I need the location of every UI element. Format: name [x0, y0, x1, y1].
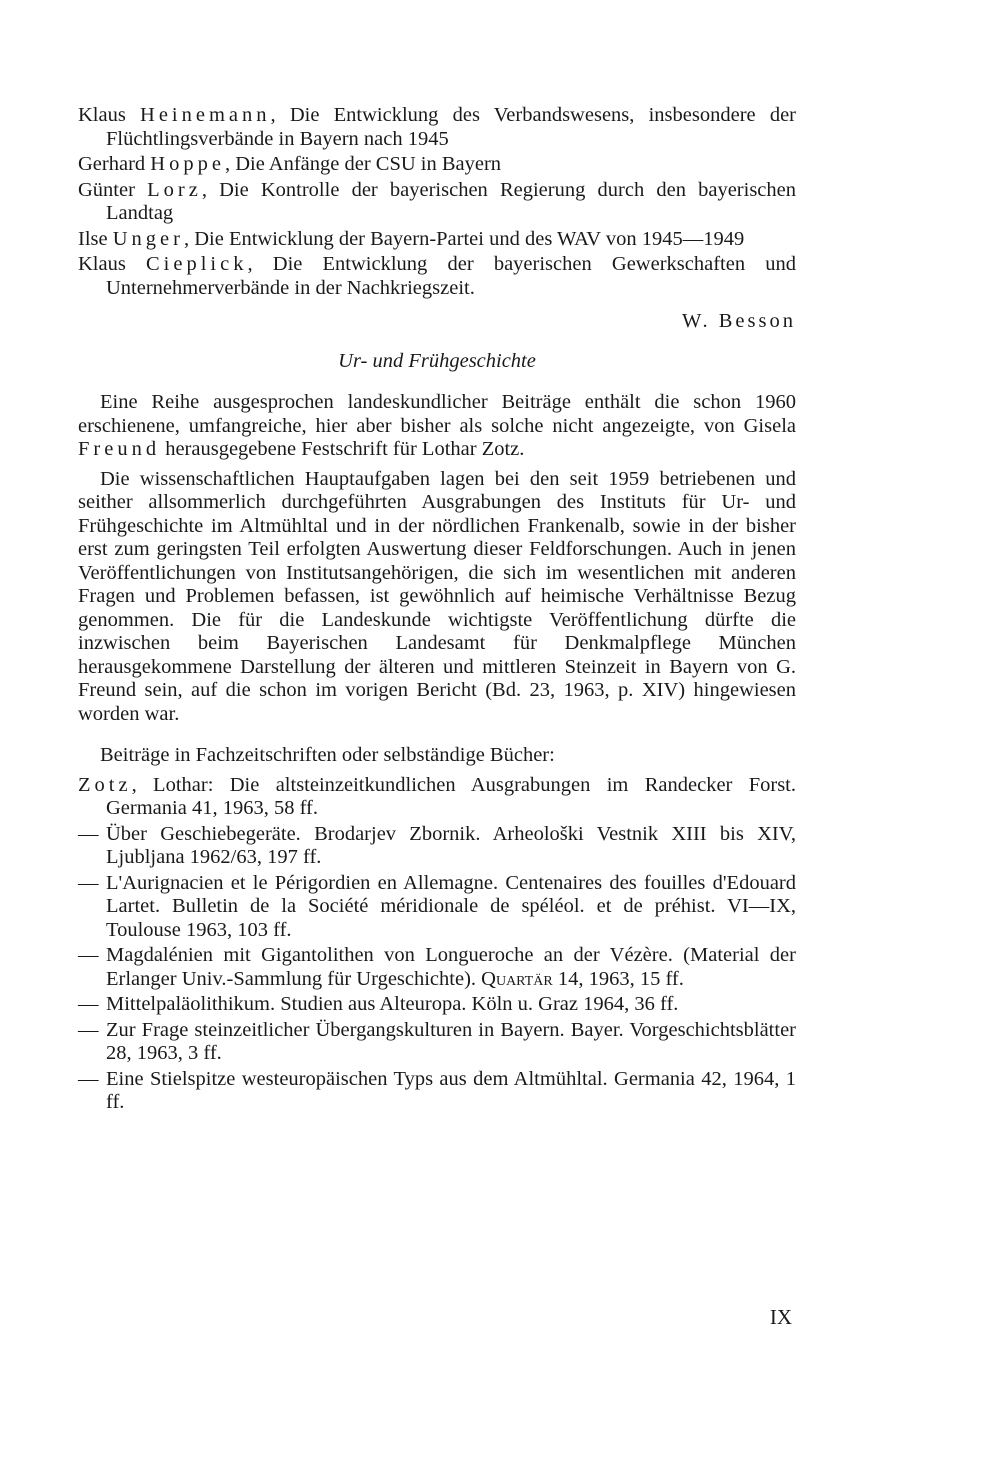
member-entry	[78, 253, 796, 300]
member-entry	[78, 153, 796, 177]
first-name: Günter	[78, 178, 135, 201]
bibliography-item: — Über Geschiebegeräte. Brodarjev Zbornik. Arheološki Vestnik XIII bis XIV, Ljubljana 1962/63, 197 ff.	[78, 822, 796, 868]
member-entry	[78, 179, 796, 226]
bibliography-item: — Zur Frage steinzeitlicher Übergangskulturen in Bayern. Bayer. Vorgeschichtsblätter 28, 1963, 3 ff.	[78, 1018, 796, 1064]
member-list	[78, 104, 796, 300]
surname: Lorz	[147, 178, 202, 201]
first-name: Gerhard	[78, 153, 146, 175]
editor-name: Freund	[78, 438, 161, 460]
surname: Heinemann	[140, 104, 271, 126]
member-entry	[78, 228, 796, 252]
first-name: Ilse	[78, 227, 108, 250]
page-number: IX	[769, 1305, 792, 1329]
body-text	[78, 104, 796, 1117]
thesis-title: , Die Entwicklung des Verbandswesens, insbesondere der Flüchtlingsverbände in Bayern nach 1945	[106, 104, 796, 150]
surname: Hoppe	[150, 153, 225, 175]
first-name: Klaus	[78, 104, 126, 126]
bibliography-item: — Eine Stielspitze westeuropäischen Typs aus dem Altmühltal. Germania 42, 1964, 1 ff.	[78, 1067, 796, 1113]
thesis-title: , Die Entwicklung der bayerischen Gewerkschaften und Unternehmerverbände in der Nachkriegszeit.	[106, 253, 796, 299]
bibliography-intro: Beiträge in Fachzeitschriften oder selbständige Bücher:	[100, 744, 555, 766]
thesis-title: , Die Entwicklung der Bayern-Partei und des WAV von 1945—1949	[183, 227, 745, 250]
paragraph-1: Eine Reihe ausgesprochen landeskundlicher Beiträge enthält die schon 1960 erschienene, umfangreiche, hier aber bisher als solche nicht angezeigte, von Gisela Freund herausgegebene Festschrift für Lothar Zotz.	[78, 391, 796, 460]
author-name: Zotz	[78, 773, 132, 796]
bibliography-item: — L'Aurignacien et le Périgordien en Allemagne. Centenaires des fouilles d'Edouard Lartet. Bulletin de la Société méridionale de spéléol. et de préhist. VI—IX, Toulouse 1963, 103 ff.	[78, 871, 796, 941]
bibliography-item: — Mittelpaläolithikum. Studien aus Alteuropa. Köln u. Graz 1964, 36 ff.	[78, 993, 679, 1015]
paragraph-2: Die wissenschaftlichen Hauptaufgaben lagen bei den seit 1959 betriebenen und seither allsommerlich durchgeführten Ausgrabungen des Instituts für Ur- und Frühgeschichte im Altmühltal und in der nördlichen Frankenalb, sowie in der bisher erst zum geringsten Teil erfolgten Auswertung dieser Feldforschungen. Auch in jenen Veröffentlichungen von Institutsangehörigen, die sich im wesentlichen mit anderen Fragen und Problemen befassen, ist gewöhnlich auf heimische Verhältnisse Bezug genommen. Die für die Landeskunde wichtigste Veröffentlichung dürfte die inzwischen beim Bayerischen Landesamt für Denkmalpflege München herausgekommene Darstellung der älteren und mittleren Steinzeit in Bayern von G. Freund sein, auf die schon im vorigen Bericht (Bd. 23, 1963, p. XIV) hingewiesen worden war.	[78, 467, 796, 725]
signature: W. Besson	[682, 310, 796, 332]
thesis-title: , Die Anfänge der CSU in Bayern	[224, 153, 502, 175]
bibliography-list	[78, 774, 796, 1115]
surname: Unger	[112, 227, 184, 250]
section-heading: Ur- und Frühgeschichte	[338, 349, 536, 372]
member-entry	[78, 104, 796, 151]
surname: Cieplick	[146, 253, 248, 275]
journal-name: Quartär	[481, 967, 553, 990]
thesis-title: , Die Kontrolle der bayerischen Regierung durch den bayerischen Landtag	[106, 178, 797, 224]
bibliography-item: Zotz, Lothar: Die altsteinzeitkundlichen Ausgrabungen im Randecker Forst. Germania 41, 1963, 58 ff.	[78, 773, 796, 819]
first-name: Klaus	[78, 253, 126, 275]
bibliography-item: — Magdalénien mit Gigantolithen von Longueroche an der Vézère. (Material der Erlanger Univ.-Sammlung für Urgeschichte). Quartär 14, 1963, 15 ff.	[78, 944, 796, 990]
